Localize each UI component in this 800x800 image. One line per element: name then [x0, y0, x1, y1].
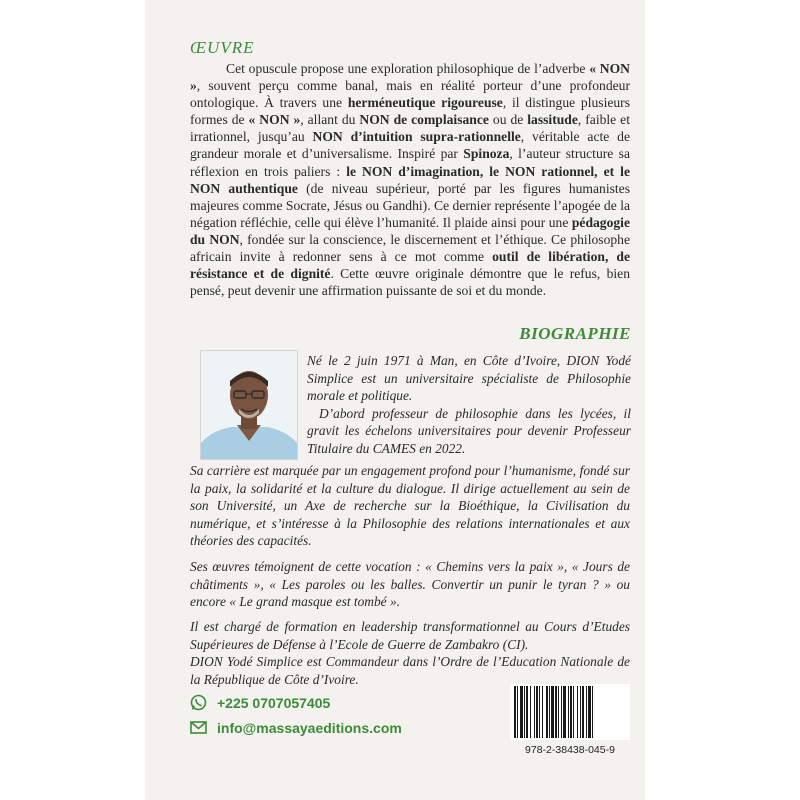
barcode-bar: [530, 686, 531, 738]
bio-career: [190, 462, 630, 550]
whatsapp-icon: [190, 694, 207, 711]
mail-icon: [190, 719, 207, 736]
bio-paragraph-honours: DION Yodé Simplice est Commandeur dans l’Ordre de l’Education Nationale de la République de Côte d’Ivoire.: [190, 654, 630, 687]
barcode-bar: [586, 686, 587, 738]
bio-paragraph-career-start: D’abord professeur de philosophie dans les lycées, il gravit les échelons universitaires pour devenir Professeur Titulaire du CAMES en 2022.: [307, 405, 631, 456]
barcode-bar: [534, 686, 535, 738]
emphasis-text: « NON »: [248, 112, 301, 128]
emphasis-text: NON de complaisance: [359, 112, 489, 128]
barcode-bar: [561, 686, 562, 738]
bio-intro: [307, 352, 631, 458]
emphasis-text: Spinoza: [463, 146, 510, 162]
barcode-bar: [536, 686, 538, 738]
barcode-bar: [526, 686, 528, 738]
barcode-bar: [558, 686, 559, 738]
emphasis-text: « NON »: [190, 61, 630, 94]
barcode-bar: [546, 686, 548, 738]
barcode-bar: [514, 686, 516, 738]
author-portrait-image: [201, 351, 297, 459]
body-text: (de niveau supérieur, porté par les figures humanistes majeures comme Socrate, Jésus ou Gandhi). Ce dernier représente l’apogée de la négation réfléchie, celle qui élève l’humanité. Il plaide ainsi pour une: [190, 180, 630, 230]
bio-works: [190, 558, 630, 611]
barcode-bar: [520, 686, 523, 738]
barcode-bar: [555, 686, 557, 738]
body-text: , fondée sur la conscience, le discernement et l’éthique. Ce philosophe africain invite à redonner sens à ce mot comme: [190, 231, 630, 265]
body-text: Cet opuscule propose une exploration philosophique de l’adverbe: [226, 61, 590, 76]
barcode-bar: [573, 686, 574, 738]
barcode-bar: [524, 686, 525, 738]
barcode-bar: [517, 686, 518, 738]
barcode-bar: [549, 686, 550, 738]
author-photo: [200, 350, 298, 460]
biographie-heading: BIOGRAPHIE: [519, 324, 631, 343]
emphasis-text: NON d’intuition supra-rationnelle: [312, 129, 521, 145]
book-back-cover: [145, 0, 645, 800]
isbn-barcode: [510, 684, 630, 740]
barcode-bar: [592, 686, 593, 738]
body-text: , souvent perçu comme banal, mais en réalité porteur d’une profondeur ontologique. À travers une: [190, 78, 630, 111]
barcode-bar: [580, 686, 581, 738]
body-text: ou de: [488, 112, 528, 128]
oeuvre-summary: [190, 60, 630, 299]
oeuvre-paragraph: [190, 60, 630, 299]
oeuvre-heading: ŒUVRE: [190, 38, 255, 57]
phone-contact: [190, 694, 330, 711]
body-text: , l’auteur structure sa réflexion en trois paliers :: [190, 146, 630, 179]
barcode-bar: [563, 686, 566, 738]
bio-paragraph-works: Ses œuvres témoignent de cette vocation : « Chemins vers la paix », « Jours de châtiments », « Les paroles ou les balles. Convertir un punir le tyran ? » ou encore « Le grand masque est tombé ».: [190, 559, 630, 610]
barcode-bar: [570, 686, 572, 738]
phone-number: +225 0707057405: [217, 694, 331, 711]
body-text: , il distingue plusieurs formes de: [190, 95, 630, 128]
body-text: , véritable acte de grandeur morale et d’universalisme. Inspiré par: [190, 129, 630, 162]
emphasis-text: lassitude: [527, 112, 578, 128]
barcode-bar: [539, 686, 540, 738]
barcode-bar: [542, 686, 543, 738]
barcode-bar: [588, 686, 591, 738]
bio-paragraph-career: Sa carrière est marquée par un engagement profond pour l’humanisme, fondé sur la paix, la solidarité et la culture du dialogue. Il dirige actuellement au sein de son Université, un Axe de recherche sur la Bioéthique, la Civilisation du numérique, et s’intéresse à la Philosophie des relations internationales et aux théories des capacités.: [190, 463, 630, 549]
email-address: info@massayaeditions.com: [217, 719, 402, 736]
body-text: . Cette œuvre originale démontre que le refus, bien pensé, peut devenir une affirmation puissante de soi et du monde.: [190, 266, 630, 299]
email-contact: [190, 719, 402, 736]
bio-roles: [190, 618, 630, 688]
emphasis-text: outil de libération, de résistance et de dignité: [190, 249, 631, 282]
bio-paragraph-birth: Né le 2 juin 1971 à Man, en Côte d’Ivoire, DION Yodé Simplice est un universitaire spécialiste de Philosophie morale et politique.: [307, 353, 631, 404]
emphasis-text: le NON d’imagination, le NON rationnel, et le NON authentique: [190, 163, 630, 196]
barcode-bar: [582, 686, 584, 738]
body-text: , allant du: [300, 112, 360, 128]
bio-paragraph-training: Il est chargé de formation en leadership transformationnel au Cours d’Etudes Supérieures de Défense à l’Ecole de Guerre de Zambakro (CI).: [190, 619, 630, 652]
isbn-number: 978-2-38438-045-9: [525, 744, 615, 756]
barcode-bar: [551, 686, 554, 738]
barcode-image: [510, 684, 630, 740]
barcode-bar: [568, 686, 569, 738]
emphasis-text: pédagogie du NON: [190, 214, 630, 247]
barcode-bar: [577, 686, 578, 738]
emphasis-text: herméneutique rigoureuse: [347, 95, 503, 111]
body-text: , faible et irrationnel, jusqu’au: [190, 112, 630, 145]
